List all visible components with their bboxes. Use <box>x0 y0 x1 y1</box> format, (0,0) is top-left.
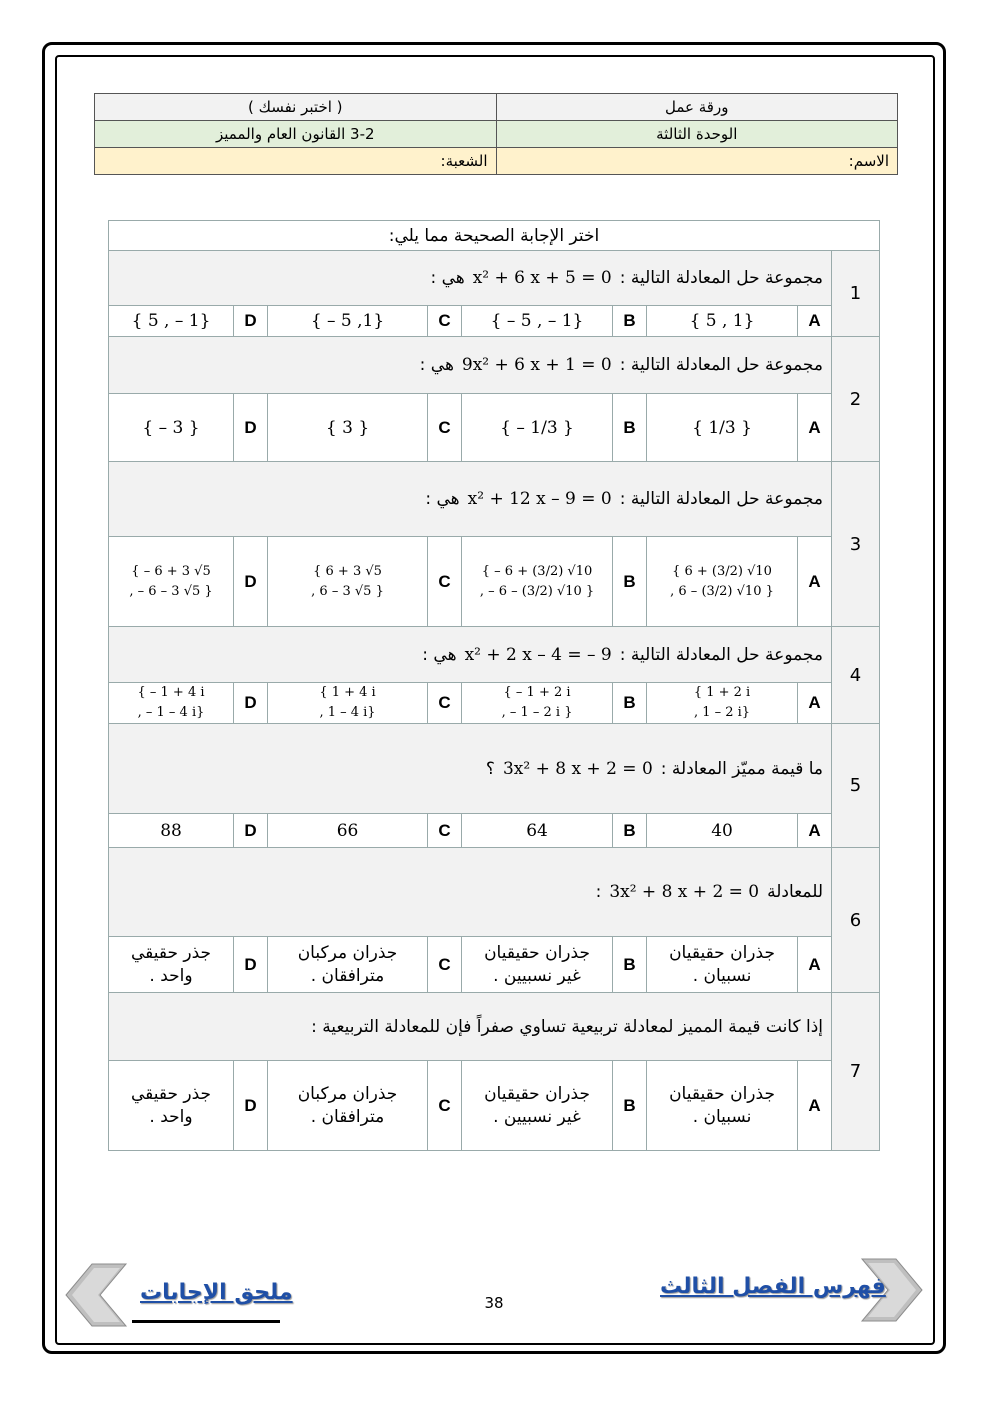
option-letter-c: C <box>428 394 462 462</box>
option-letter-c: C <box>428 683 462 724</box>
question-row-4 <box>109 627 880 683</box>
option-letter-d: D <box>234 537 268 627</box>
option-d[interactable] <box>109 937 234 993</box>
questions-table <box>108 220 880 1151</box>
option-d[interactable] <box>109 683 234 724</box>
question-suffix: هي : <box>430 268 465 288</box>
question-text: مجموعة حل المعادلة التالية : <box>619 489 824 509</box>
question-suffix: ؟ <box>485 758 495 779</box>
options-row-7 <box>109 1061 880 1151</box>
option-a-line2: نسبيان . <box>692 965 752 986</box>
chevron-left-icon[interactable] <box>64 1262 130 1328</box>
option-d[interactable] <box>109 537 234 627</box>
option-letter-a: A <box>798 1061 832 1151</box>
option-d-line2: واحد . <box>149 1106 193 1127</box>
option-a[interactable] <box>647 814 798 848</box>
option-letter-c: C <box>428 537 462 627</box>
options-row-2 <box>109 394 880 462</box>
option-a-line1: جذران حقيقيان <box>669 1083 775 1104</box>
question-text: مجموعة حل المعادلة التالية : <box>619 268 824 288</box>
option-d-line1: جذر حقيقي <box>130 1083 212 1104</box>
unit-title: الوحدة الثالثة <box>496 121 898 148</box>
option-letter-a: A <box>798 394 832 462</box>
option-d-line1: جذر حقيقي <box>130 942 212 963</box>
option-d-line2: , – 1 – 4 i} <box>137 705 205 720</box>
option-c-line2: , 6 – 3 √5 } <box>311 583 384 599</box>
option-c-line2: مترافقان . <box>310 1106 385 1127</box>
question-text: للمعادلة <box>767 882 824 902</box>
option-a-line1: { 6 + (3/2) √10 <box>672 563 772 579</box>
option-b-line1: جذران حقيقيان <box>484 1083 590 1104</box>
options-row-1 <box>109 306 880 337</box>
option-letter-d: D <box>234 1061 268 1151</box>
option-d-text: { 5 , – 1} <box>131 311 211 331</box>
equation: 9x² + 6 x + 1 = 0 <box>461 355 612 375</box>
option-letter-a: A <box>798 683 832 724</box>
options-row-6 <box>109 937 880 993</box>
options-row-4 <box>109 683 880 724</box>
option-letter-a: A <box>798 537 832 627</box>
option-c[interactable] <box>268 937 428 993</box>
option-letter-d: D <box>234 394 268 462</box>
question-number: 1 <box>832 251 880 337</box>
question-row-7 <box>109 993 880 1061</box>
option-a[interactable] <box>647 394 798 462</box>
option-letter-d: D <box>234 814 268 848</box>
question-suffix: هي : <box>425 489 460 509</box>
instruction: اختر الإجابة الصحيحة مما يلي: <box>109 221 880 251</box>
option-a[interactable] <box>647 683 798 724</box>
option-b[interactable] <box>462 937 613 993</box>
question-text: مجموعة حل المعادلة التالية : <box>619 644 824 665</box>
option-d[interactable] <box>109 814 234 848</box>
option-c-line1: { 6 + 3 √5 <box>313 563 382 579</box>
option-c-text: 66 <box>336 820 359 841</box>
question-suffix: : <box>595 882 602 902</box>
option-letter-b: B <box>613 814 647 848</box>
option-b-text: { – 1/3 } <box>500 417 574 438</box>
option-letter-b: B <box>613 394 647 462</box>
question-text: مجموعة حل المعادلة التالية : <box>619 355 824 375</box>
option-d[interactable] <box>109 306 234 337</box>
option-d-text: { – 3 } <box>142 417 200 438</box>
option-c[interactable] <box>268 1061 428 1151</box>
question-number: 7 <box>832 993 880 1151</box>
option-b-line2: , – 6 – (3/2) √10 } <box>479 583 595 599</box>
option-b-line1: { – 6 + (3/2) √10 <box>481 563 593 579</box>
option-a-line2: , 6 – (3/2) √10 } <box>670 583 774 599</box>
header-table <box>94 93 898 175</box>
option-d-line2: واحد . <box>149 965 193 986</box>
option-d[interactable] <box>109 1061 234 1151</box>
equation: x² + 2 x – 4 = – 9 <box>464 644 612 665</box>
option-b-line2: غير نسبيين . <box>493 1106 581 1127</box>
question-number: 4 <box>832 627 880 724</box>
option-d-line1: { – 1 + 4 i <box>137 685 205 700</box>
option-c-text: { – 5 ,1} <box>310 311 385 331</box>
option-letter-b: B <box>613 683 647 724</box>
test-yourself-label: ( اختبر نفسك ) <box>95 94 497 121</box>
option-a[interactable] <box>647 306 798 337</box>
option-letter-b: B <box>613 937 647 993</box>
option-b[interactable] <box>462 306 613 337</box>
option-a[interactable] <box>647 1061 798 1151</box>
option-a-line2: , 1 – 2 i} <box>693 705 751 720</box>
question-row-2 <box>109 337 880 394</box>
option-c[interactable] <box>268 814 428 848</box>
worksheet-title: ورقة عمل <box>496 94 898 121</box>
option-letter-d: D <box>234 937 268 993</box>
option-letter-a: A <box>798 937 832 993</box>
option-letter-c: C <box>428 937 462 993</box>
options-row-3 <box>109 537 880 627</box>
page-number: 38 <box>484 1294 504 1312</box>
option-c-line1: جذران مركبان <box>297 942 398 963</box>
options-row-5 <box>109 814 880 848</box>
question-number: 5 <box>832 724 880 848</box>
option-c-line2: مترافقان . <box>310 965 385 986</box>
option-c[interactable] <box>268 683 428 724</box>
option-a-line1: جذران حقيقيان <box>669 942 775 963</box>
option-b-line1: { – 1 + 2 i <box>503 685 571 700</box>
option-c[interactable] <box>268 537 428 627</box>
option-b[interactable] <box>462 814 613 848</box>
question-row-5 <box>109 724 880 814</box>
option-letter-c: C <box>428 814 462 848</box>
option-a-text: { 1/3 } <box>692 417 752 438</box>
option-b-text: { – 5 , – 1} <box>490 311 584 331</box>
option-c-line2: , 1 – 4 i} <box>319 705 376 720</box>
option-d-line1: { – 6 + 3 √5 <box>131 563 211 579</box>
equation: 3x² + 8 x + 2 = 0 <box>609 882 760 902</box>
option-letter-d: D <box>234 306 268 337</box>
question-row-1 <box>109 251 880 306</box>
option-c-line1: جذران مركبان <box>297 1083 398 1104</box>
option-a-line2: نسبيان . <box>692 1106 752 1127</box>
option-letter-b: B <box>613 306 647 337</box>
answers-appendix-link[interactable]: ملحق الإجابات <box>140 1280 293 1305</box>
equation: 3x² + 8 x + 2 = 0 <box>502 758 653 779</box>
option-letter-c: C <box>428 306 462 337</box>
option-b-line2: غير نسبيين . <box>493 965 581 986</box>
question-text: ما قيمة مميّز المعادلة : <box>660 758 824 779</box>
question-suffix: هي : <box>422 644 457 665</box>
footer-underline <box>132 1320 280 1323</box>
option-a-text: { 5 , 1} <box>689 311 755 331</box>
option-letter-b: B <box>613 1061 647 1151</box>
option-b-text: 64 <box>526 820 548 841</box>
question-number: 3 <box>832 462 880 627</box>
option-b[interactable] <box>462 537 613 627</box>
option-c[interactable] <box>268 394 428 462</box>
option-a-line1: { 1 + 2 i <box>693 685 751 700</box>
option-d-text: 88 <box>160 820 182 841</box>
option-a-text: 40 <box>711 820 733 841</box>
option-c[interactable] <box>268 306 428 337</box>
option-letter-a: A <box>798 306 832 337</box>
question-row-6 <box>109 848 880 937</box>
option-letter-b: B <box>613 537 647 627</box>
option-c-text: { 3 } <box>325 417 370 438</box>
question-number: 6 <box>832 848 880 993</box>
option-d-line2: , – 6 – 3 √5 } <box>129 583 213 599</box>
question-row-3 <box>109 462 880 537</box>
equation: x² + 6 x + 5 = 0 <box>472 268 612 288</box>
option-b[interactable] <box>462 394 613 462</box>
section-field[interactable]: الشعبة: <box>95 148 497 175</box>
option-b[interactable] <box>462 1061 613 1151</box>
lesson-title: 3-2 القانون العام والمميز <box>95 121 497 148</box>
equation: x² + 12 x – 9 = 0 <box>467 489 612 509</box>
option-b-line2: , – 1 – 2 i } <box>501 705 573 720</box>
option-b-line1: جذران حقيقيان <box>484 942 590 963</box>
chapter-index-link[interactable]: فهرس الفصل الثالث <box>660 1274 886 1299</box>
question-number: 2 <box>832 337 880 462</box>
option-a[interactable] <box>647 937 798 993</box>
option-letter-c: C <box>428 1061 462 1151</box>
question-suffix: هي : <box>419 355 454 375</box>
option-a[interactable] <box>647 537 798 627</box>
option-letter-d: D <box>234 683 268 724</box>
option-b[interactable] <box>462 683 613 724</box>
option-d[interactable] <box>109 394 234 462</box>
option-c-line1: { 1 + 4 i <box>319 685 376 700</box>
question-text: إذا كانت قيمة المميز لمعادلة تربيعية تساوي صفراً فإن للمعادلة التربيعية : <box>311 1016 824 1037</box>
name-field[interactable]: الاسم: <box>496 148 898 175</box>
option-letter-a: A <box>798 814 832 848</box>
